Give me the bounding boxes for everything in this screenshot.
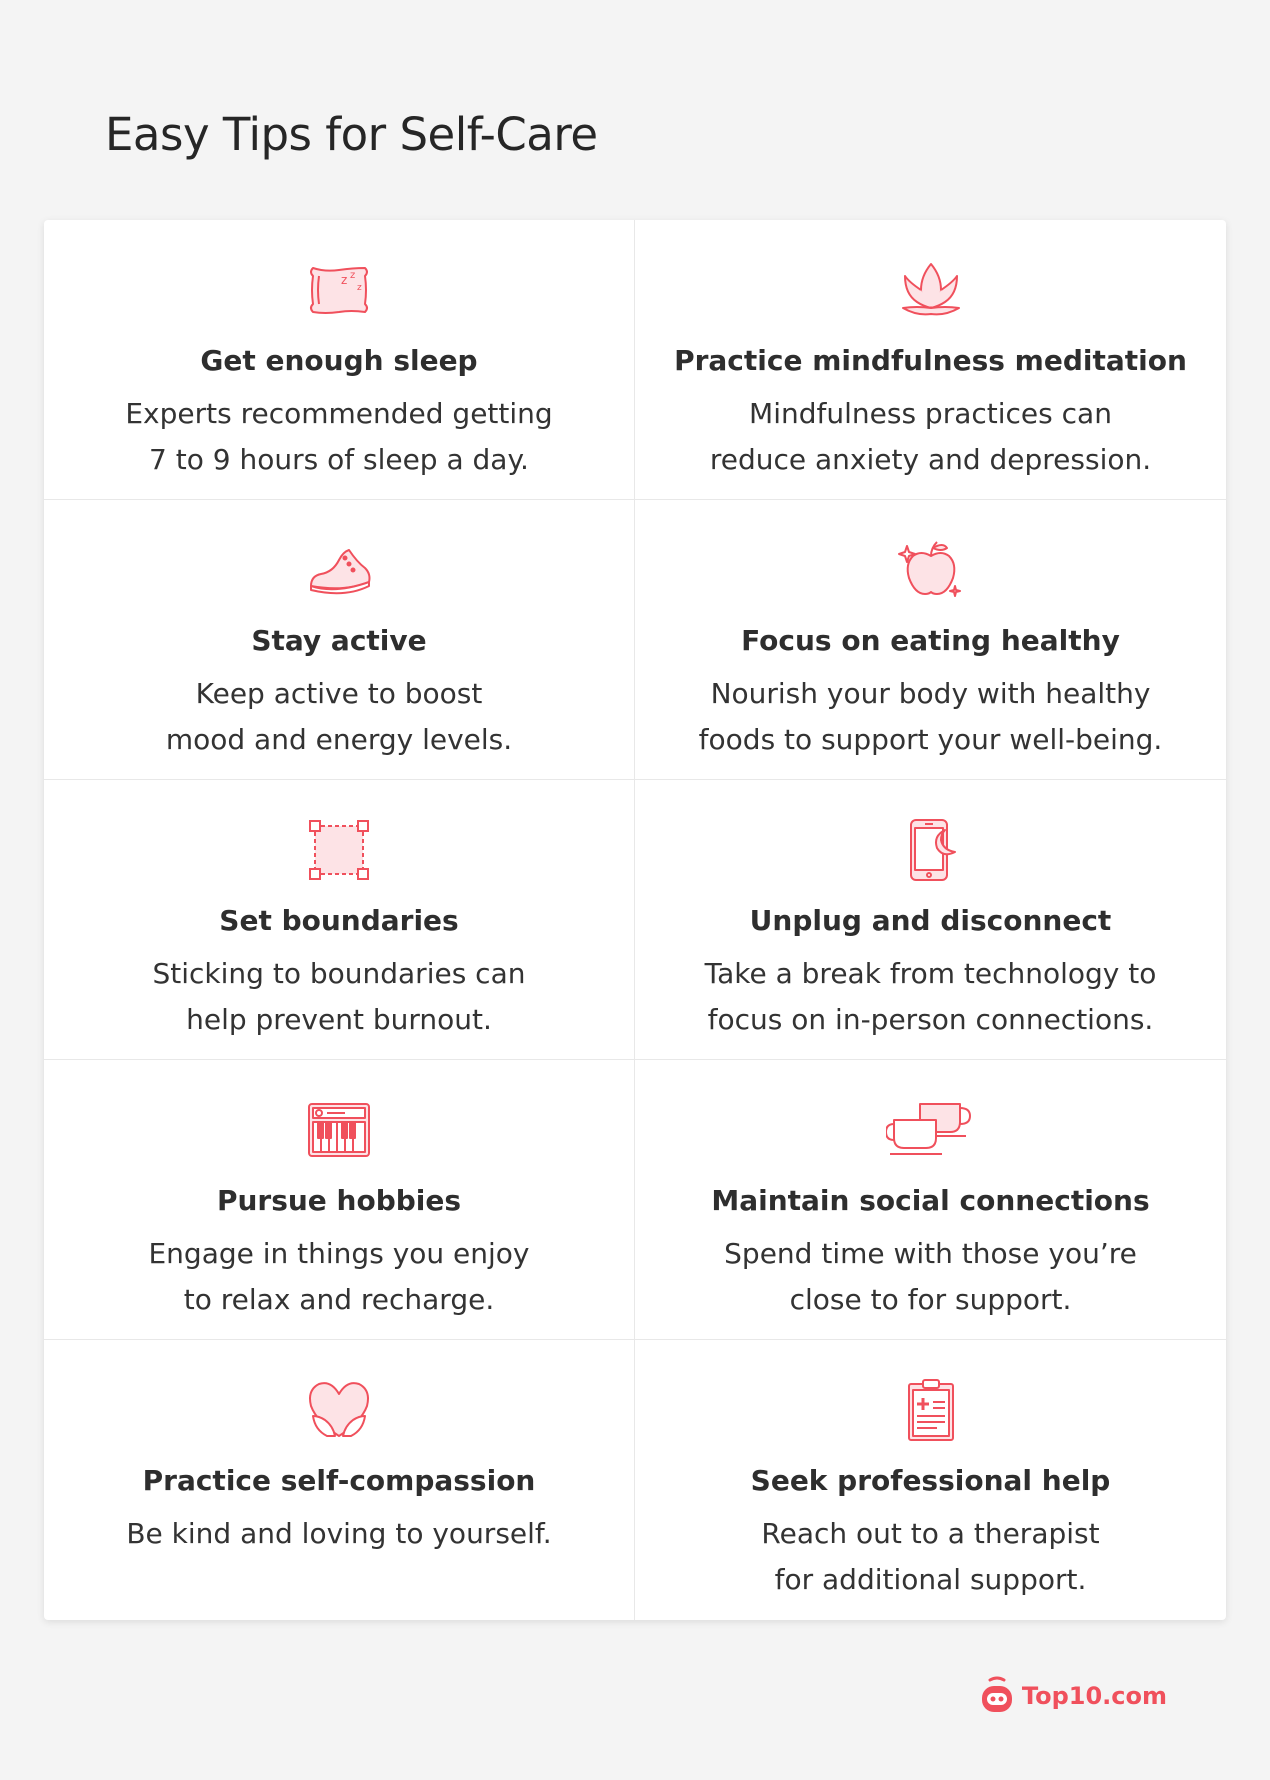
boundary-square-icon — [44, 816, 634, 884]
tip-title: Set boundaries — [219, 904, 459, 937]
svg-text:z: z — [341, 273, 348, 287]
tip-title: Get enough sleep — [200, 344, 478, 377]
tip-title: Focus on eating healthy — [741, 624, 1120, 657]
heart-hands-icon — [44, 1376, 634, 1444]
tip-item — [635, 500, 1226, 780]
tip-title: Stay active — [251, 624, 427, 657]
tip-description: Sticking to boundaries can help prevent burnout. — [152, 957, 526, 1036]
tip-description: Mindfulness practices can reduce anxiety and depression. — [709, 397, 1152, 476]
tip-description: Engage in things you enjoy to relax and recharge. — [148, 1237, 530, 1316]
lotus-icon — [635, 256, 1226, 324]
tip-item — [635, 780, 1226, 1060]
tip-title: Seek professional help — [750, 1464, 1111, 1497]
svg-text:z: z — [350, 270, 356, 281]
tip-item — [44, 1340, 635, 1620]
brand-logo[interactable] — [980, 1676, 1167, 1716]
sneaker-icon — [44, 536, 634, 604]
tip-item — [44, 500, 635, 780]
tip-description: Spend time with those you’re close to for support. — [724, 1237, 1137, 1316]
tip-item — [44, 1060, 635, 1340]
tip-item — [635, 220, 1226, 500]
tip-description: Reach out to a therapist for additional support. — [761, 1517, 1100, 1596]
tip-title: Practice mindfulness meditation — [674, 344, 1187, 377]
keyboard-piano-icon — [44, 1096, 634, 1164]
tip-item — [44, 220, 635, 500]
tip-title: Unplug and disconnect — [749, 904, 1112, 937]
pillow-sleep-icon — [44, 256, 634, 324]
brand-logo-text: Top10.com — [1021, 1682, 1167, 1710]
tip-title: Maintain social connections — [711, 1184, 1150, 1217]
coffee-cups-icon — [635, 1096, 1226, 1164]
apple-icon — [635, 536, 1226, 604]
tip-title: Practice self-compassion — [142, 1464, 536, 1497]
svg-text:z: z — [357, 283, 362, 293]
phone-moon-icon — [635, 816, 1226, 884]
tip-description: Nourish your body with healthy foods to support your well-being. — [698, 677, 1163, 756]
tip-description: Experts recommended getting 7 to 9 hours of sleep a day. — [125, 397, 553, 476]
tip-item — [635, 1340, 1226, 1620]
tip-item — [635, 1060, 1226, 1340]
page-title: Easy Tips for Self-Care — [105, 108, 598, 161]
tips-card — [44, 220, 1226, 1620]
clipboard-medical-icon — [635, 1376, 1226, 1444]
tip-description: Take a break from technology to focus on in-person connections. — [704, 957, 1157, 1036]
tip-item — [44, 780, 635, 1060]
tip-title: Pursue hobbies — [216, 1184, 462, 1217]
robot-logo-icon — [980, 1676, 1014, 1716]
tip-description: Be kind and loving to yourself. — [126, 1517, 552, 1550]
tip-description: Keep active to boost mood and energy levels. — [165, 677, 513, 756]
